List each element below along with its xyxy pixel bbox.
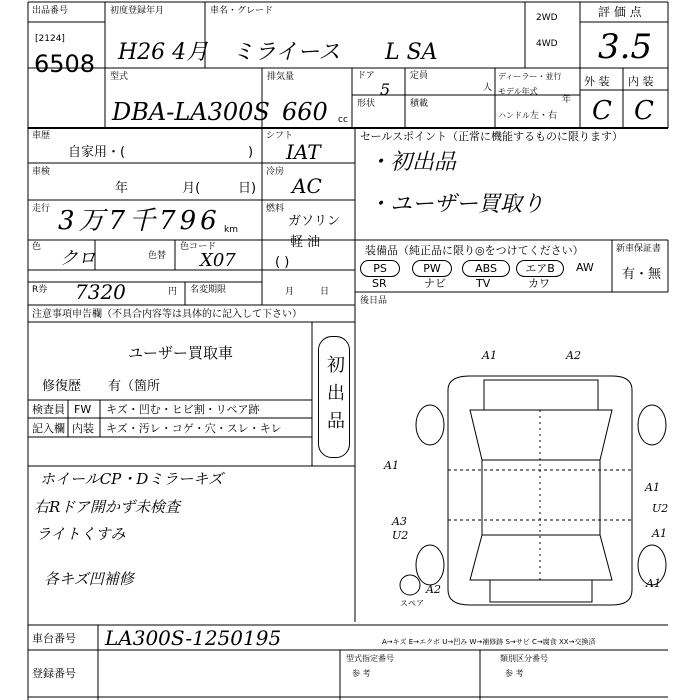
color-label: 色 (32, 242, 42, 252)
drive-4wd: 4WD (536, 39, 558, 49)
handle-value: 左・右 (530, 111, 558, 121)
inspection-close: 日) (238, 181, 257, 196)
type-value: DBA-LA300S (112, 98, 270, 126)
type-designation-ref: 参 考 (352, 669, 371, 678)
handwritten-note-3: ライトくすみ (36, 525, 126, 543)
inspection-label: 車検 (32, 167, 51, 177)
equipment-pw: PW (412, 260, 452, 277)
displacement-label: 排気量 (267, 72, 295, 82)
grade: L SA (385, 40, 438, 65)
dealer-label: ディーラー・並行 (498, 72, 562, 81)
handle-label: ハンドル (498, 111, 530, 120)
mileage-label: 走行 (32, 204, 51, 214)
exterior-grade: C (592, 96, 612, 126)
damage-mark: A1 (652, 527, 667, 540)
first-listing-badge: 初出品 (318, 336, 350, 458)
ac-value: AC (292, 174, 322, 198)
damage-mark: A1 (645, 481, 660, 494)
repair-history-value: 有（箇所 (108, 379, 161, 394)
chassis-label: 車台番号 (32, 632, 76, 645)
equipment-airbag: エアB (516, 260, 564, 277)
mileage-value: 3万7千796 (58, 206, 221, 236)
fw-value: キズ・凹む・ヒビ割・リペア跡 (106, 403, 260, 416)
damage-mark: A1 (384, 459, 399, 472)
color-change-label: 色替 (148, 251, 167, 261)
first-reg-value: H26 4月 (118, 40, 209, 65)
color-value: クロ (60, 248, 96, 269)
warranty-label: 新車保証書 (616, 244, 662, 254)
history-close: ) (248, 145, 254, 160)
damage-mark: A1 (482, 349, 497, 362)
model-grade-label: 車名・グレード (210, 6, 274, 16)
shape-label: 形状 (357, 99, 376, 109)
score: 3.5 (598, 27, 653, 67)
name-change-month: 月 (285, 287, 295, 297)
warranty-value: 有・無 (622, 267, 662, 282)
displacement-unit: cc (338, 115, 348, 125)
doors-label: ドア (357, 71, 375, 81)
doors-value: 5 (380, 80, 391, 99)
lot-number: 6508 (34, 50, 96, 78)
interior-check-value: キズ・汚レ・コゲ・穴・スレ・キレ (106, 422, 282, 435)
entry-label: 記入欄 (32, 422, 65, 435)
damage-mark: A2 (426, 583, 441, 596)
type-designation-label: 型式指定番号 (346, 654, 394, 663)
fuel-other: ( ) (275, 255, 290, 270)
model-name: ミライース (232, 40, 341, 65)
recycle-value: 7320 (75, 280, 126, 304)
damage-mark: U2 (392, 529, 409, 542)
selling-point-2: ・ユーザー買取り (368, 192, 545, 217)
equipment-tv: TV (476, 277, 491, 290)
mileage-unit: km (224, 225, 238, 235)
interior-label: 内 装 (628, 75, 654, 88)
name-change-label: 名変期限 (190, 285, 227, 295)
interior-grade: C (634, 96, 654, 126)
equipment-aw: AW (576, 261, 594, 274)
fuel-label: 燃料 (266, 204, 285, 214)
type-label: 型式 (110, 72, 129, 82)
notes-title: 注意事項申告欄（不具合内容等は具体的に記入して下さい） (32, 309, 302, 320)
equipment-sr: SR (372, 277, 387, 290)
history-label: 車歴 (32, 131, 51, 141)
year-unit: 年 (562, 95, 572, 105)
shift-label: シフト (266, 131, 294, 141)
name-change-day: 日 (320, 287, 330, 297)
handwritten-note-4: 各キズ凹補修 (44, 570, 134, 588)
color-code-value: X07 (200, 250, 236, 271)
history-value: 自家用・( (68, 145, 126, 160)
damage-mark: A2 (566, 349, 581, 362)
first-reg-label: 初度登録年月 (110, 6, 165, 16)
category-label: 類別区分番号 (500, 654, 548, 663)
notes-main: ユーザー買取車 (128, 344, 234, 362)
recycle-label: R券 (32, 285, 48, 295)
shift-value: IAT (286, 140, 321, 164)
load-label: 積載 (410, 99, 429, 109)
color-code-label: 色コード (180, 242, 217, 252)
lot-label: 出品番号 (32, 6, 69, 16)
selling-points-label: セールスポイント（正常に機能するものに限ります） (360, 130, 624, 143)
selling-point-1: ・初出品 (368, 150, 457, 175)
car-diagram (400, 376, 669, 605)
inspector-label: 検査員 (32, 403, 65, 416)
equipment-abs: ABS (462, 260, 510, 277)
equipment-ps: PS (360, 260, 400, 277)
damage-mark: A3 (392, 515, 407, 528)
equipment-navi: ナビ (424, 277, 446, 290)
model-year-label: モデル年式 (498, 87, 538, 96)
damage-legend: A→キズ E→エクボ U→凹み W→補修跡 S→サビ C→腐食 XX→交換済 (382, 638, 596, 646)
fw-label: FW (74, 403, 92, 416)
lot-code: [2124] (35, 34, 65, 44)
spare-label: スペア (400, 599, 424, 608)
interior-check-label: 内装 (72, 422, 94, 435)
score-label: 評 価 点 (598, 5, 642, 19)
displacement-value: 660 (282, 98, 328, 126)
rear-items-label: 後日品 (360, 296, 388, 306)
fuel-gasoline: ガソリン (288, 214, 341, 229)
recycle-unit: 円 (168, 287, 178, 297)
capacity-label: 定員 (410, 71, 429, 81)
registration-label: 登録番号 (32, 667, 76, 680)
capacity-unit: 人 (483, 83, 493, 93)
ac-label: 冷房 (266, 167, 285, 177)
category-ref: 参 考 (505, 669, 524, 678)
handwritten-note-1: ホイールCP・Dミラーキズ (40, 470, 223, 488)
exterior-label: 外 装 (584, 75, 610, 88)
damage-mark: U2 (652, 502, 669, 515)
equipment-label: 装備品（純正品に限り◎をつけてください） (365, 244, 584, 257)
handwritten-note-2: 右Rドア開かず未検査 (34, 498, 180, 516)
repair-history-label: 修復歴 (42, 379, 82, 394)
fuel-diesel: 軽 油 (290, 235, 321, 250)
equipment-leather: カワ (528, 277, 550, 290)
drive-2wd: 2WD (536, 13, 558, 23)
damage-mark: A1 (646, 577, 661, 590)
chassis-value: LA300S-1250195 (105, 626, 282, 650)
inspection-value: 年 月( (115, 181, 201, 196)
